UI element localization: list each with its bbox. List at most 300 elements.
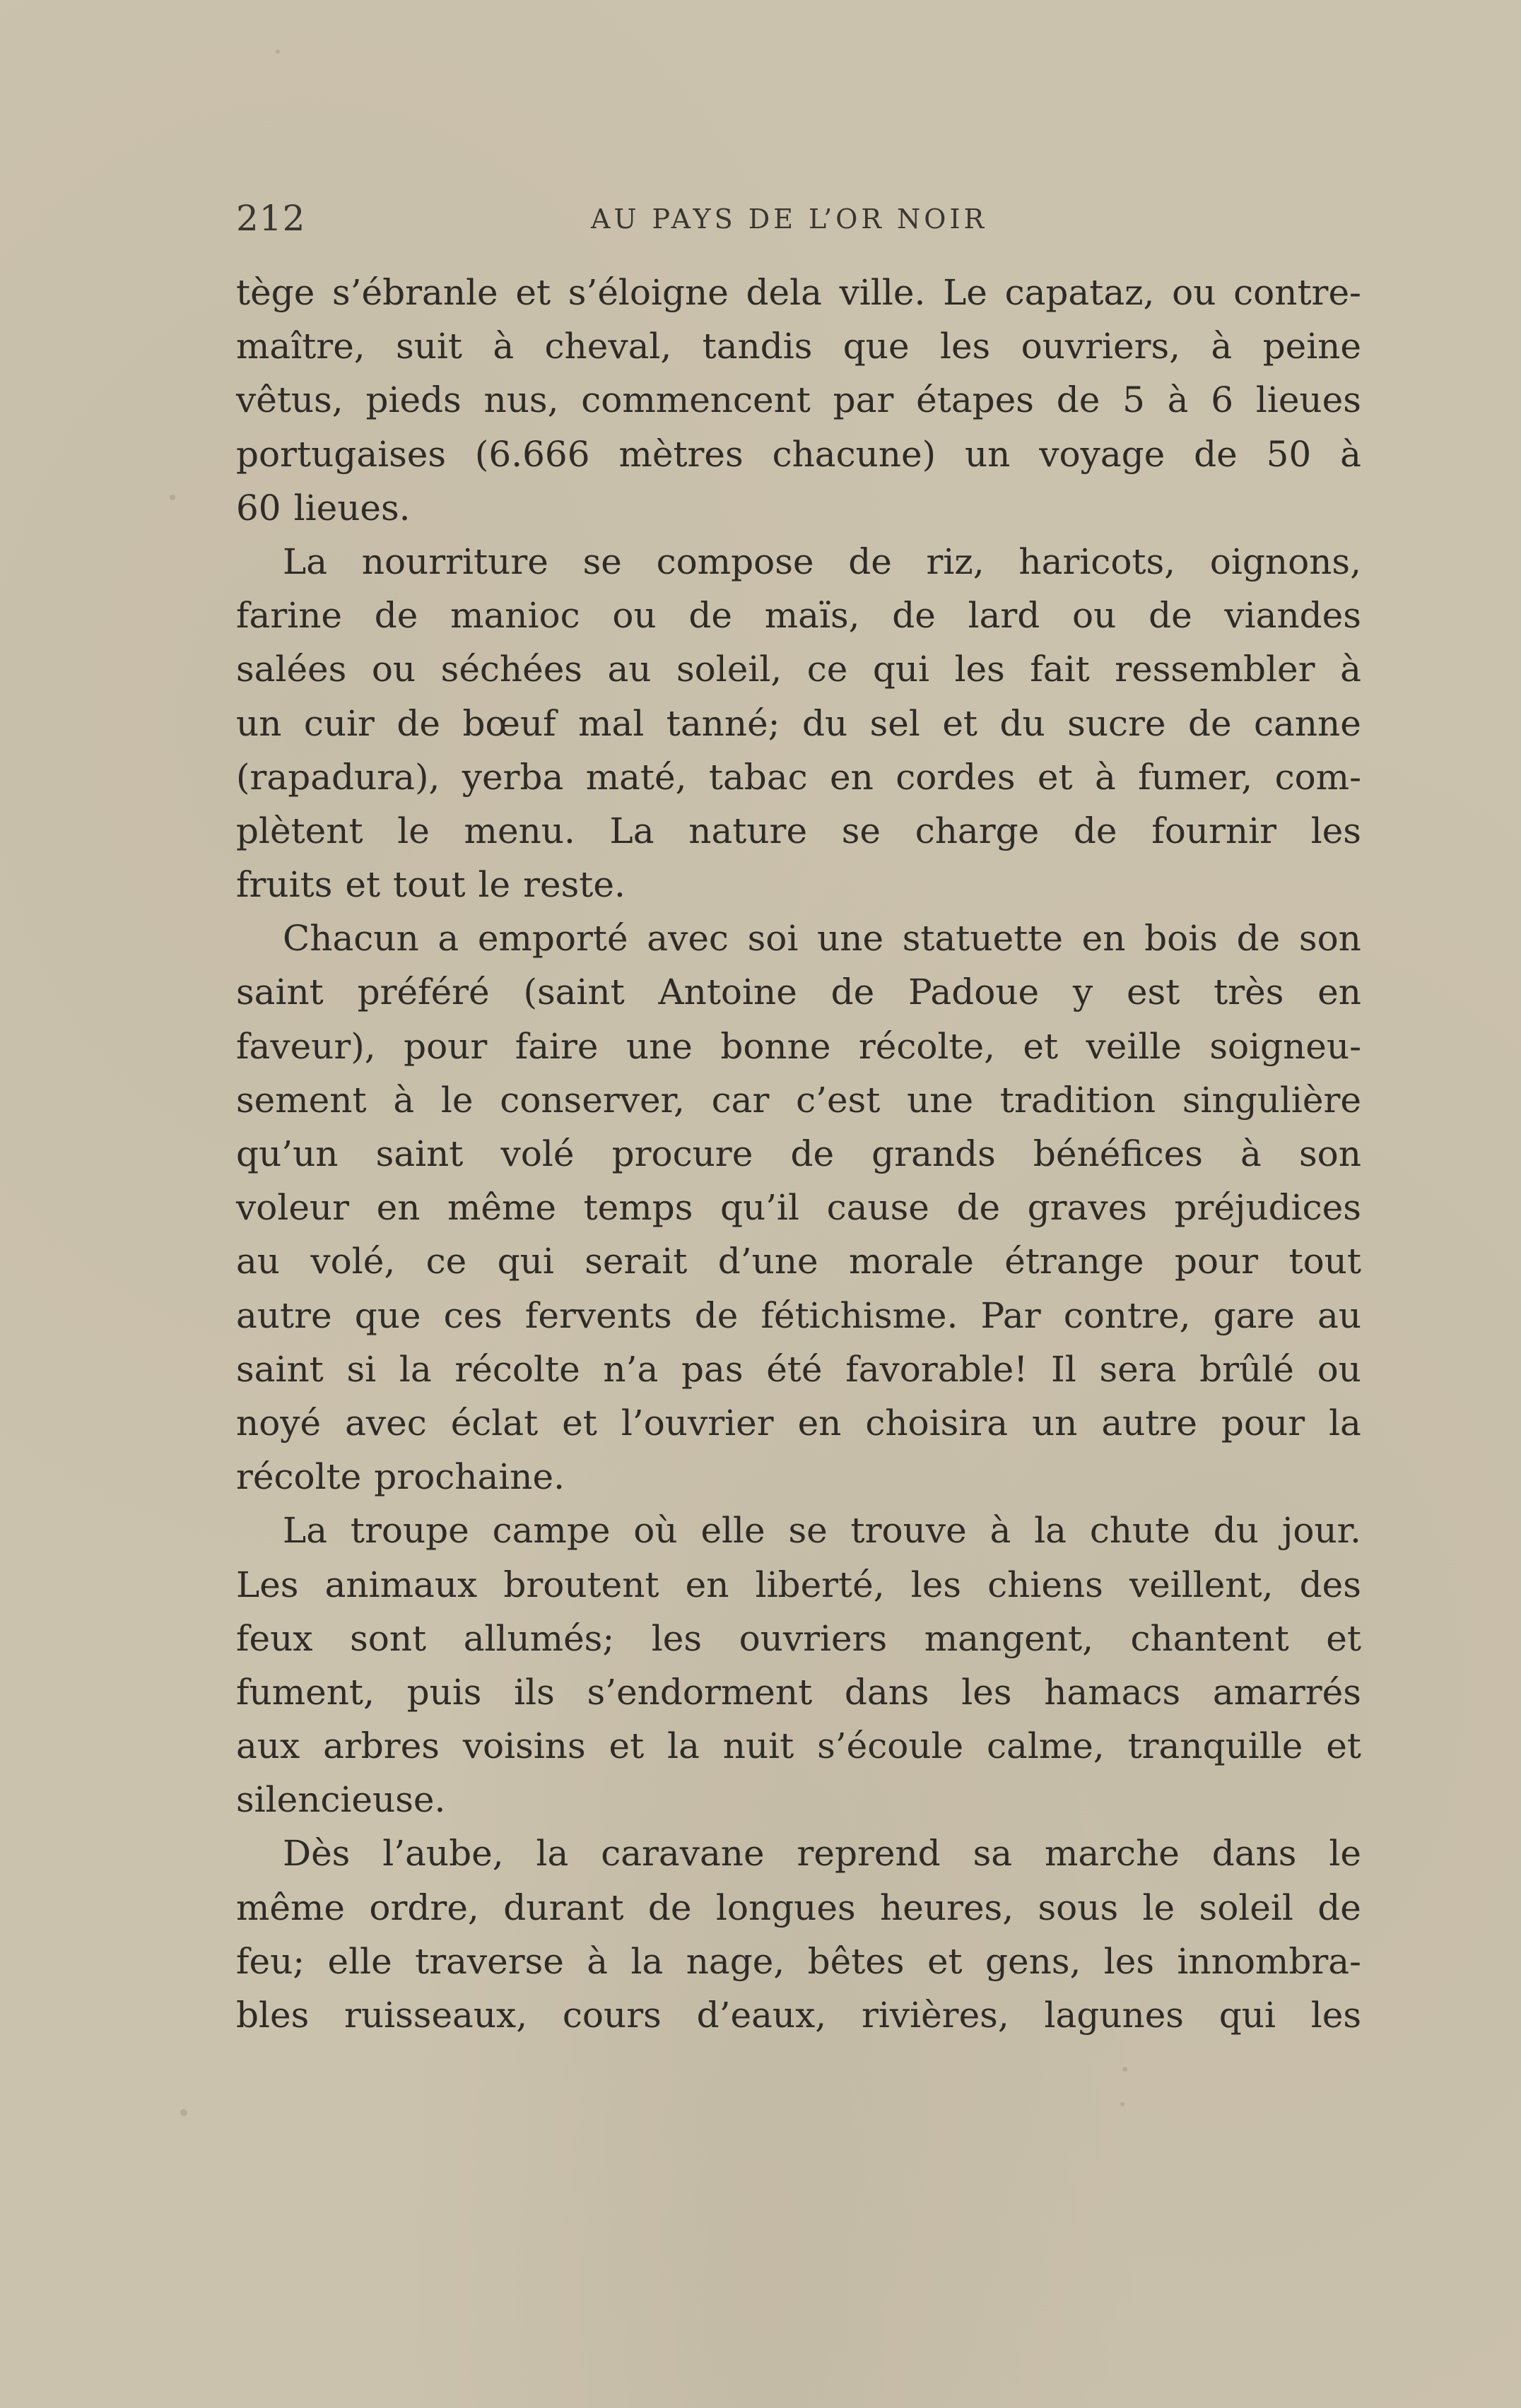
- word: fétichisme.: [760, 1294, 958, 1336]
- word: sont: [350, 1617, 427, 1659]
- word: oignons,: [1209, 541, 1361, 582]
- word: l’aube,: [382, 1833, 504, 1875]
- word: maté,: [585, 756, 687, 798]
- word: tège: [236, 272, 315, 313]
- word: voyage: [1039, 433, 1165, 475]
- word: elle: [700, 1510, 765, 1552]
- word: jour.: [1281, 1510, 1361, 1552]
- word: pour: [404, 1025, 488, 1067]
- word: nourriture: [361, 541, 548, 582]
- word: prochaine.: [374, 1456, 565, 1498]
- word: du: [801, 702, 848, 744]
- word: se: [788, 1510, 828, 1552]
- word: de: [397, 702, 441, 744]
- word: des: [1299, 1564, 1361, 1605]
- word: gare: [1213, 1294, 1295, 1336]
- word: emporté: [477, 918, 628, 960]
- text-line: [236, 911, 1361, 965]
- word: fait: [1030, 649, 1090, 690]
- word: nage,: [686, 1940, 785, 1982]
- word: éclat: [450, 1402, 539, 1444]
- word: peine: [1262, 326, 1361, 367]
- word: mangent,: [924, 1617, 1093, 1659]
- word: menu.: [464, 810, 575, 851]
- word: ouvriers: [739, 1617, 888, 1659]
- word: elle: [327, 1940, 392, 1982]
- word: à: [1240, 1133, 1262, 1174]
- word: un: [236, 702, 282, 744]
- word: plètent: [236, 810, 363, 851]
- word: gens,: [985, 1940, 1081, 1982]
- word: à: [1094, 756, 1116, 798]
- word: nus,: [483, 379, 559, 421]
- word: durant: [503, 1887, 624, 1928]
- paper-speck: [1120, 2102, 1124, 2106]
- word: veille: [1086, 1025, 1182, 1067]
- word: commencent: [581, 379, 811, 421]
- word: qui: [497, 1241, 554, 1282]
- word: qui: [1218, 1995, 1276, 2036]
- word: cause: [826, 1187, 929, 1229]
- word: ces: [443, 1294, 503, 1336]
- word: de: [694, 1294, 739, 1336]
- word: feux: [236, 1617, 313, 1659]
- word: le: [478, 864, 511, 906]
- word: bles: [236, 1995, 310, 2036]
- word: ou: [371, 649, 416, 690]
- word: traverse: [415, 1940, 564, 1982]
- word: compose: [656, 541, 814, 582]
- text-line: [236, 1450, 1361, 1504]
- word: brûlé: [1199, 1348, 1294, 1390]
- word: le: [1329, 1833, 1361, 1875]
- word: en: [1317, 972, 1361, 1013]
- word: la: [1329, 1402, 1361, 1444]
- word: pour: [1221, 1402, 1305, 1444]
- word: cheval,: [544, 326, 672, 367]
- word: vêtus,: [236, 379, 343, 421]
- word: sucre: [1067, 702, 1166, 744]
- paper-speck: [170, 495, 175, 500]
- word: récolte: [236, 1456, 362, 1498]
- word: et: [609, 1725, 645, 1767]
- word: le: [1142, 1887, 1175, 1928]
- word: chantent: [1130, 1617, 1289, 1659]
- word: cours: [562, 1995, 662, 2036]
- word: en: [830, 756, 874, 798]
- word: à: [587, 1940, 609, 1982]
- word: nature: [688, 810, 808, 851]
- word: en: [685, 1564, 729, 1605]
- word: qu’un: [236, 1133, 339, 1174]
- paper-speck: [180, 2109, 187, 2116]
- word: y: [1072, 972, 1093, 1013]
- word: les: [954, 649, 1005, 690]
- word: sel: [869, 702, 920, 744]
- word: grands: [871, 1133, 996, 1174]
- text-line: [236, 589, 1361, 642]
- word: et: [1326, 1725, 1361, 1767]
- word: ville.: [839, 272, 926, 313]
- word: sa: [973, 1833, 1013, 1875]
- word: de: [1073, 810, 1117, 851]
- word: préjudices: [1174, 1187, 1361, 1229]
- word: com-: [1274, 756, 1361, 798]
- word: puis: [406, 1671, 482, 1713]
- word: Par: [980, 1294, 1041, 1336]
- word: autre: [1101, 1402, 1197, 1444]
- word: amarrés: [1212, 1671, 1361, 1713]
- word: de: [848, 541, 892, 582]
- text-line: [236, 965, 1361, 1019]
- word: capataz,: [1004, 272, 1155, 313]
- word: séchées: [440, 649, 582, 690]
- word: lard: [968, 595, 1040, 637]
- running-head: [236, 198, 1360, 247]
- text-line: [236, 1396, 1361, 1450]
- word: temps: [583, 1187, 693, 1229]
- word: aux: [236, 1725, 300, 1767]
- word: récolte: [454, 1348, 580, 1390]
- text-line: [236, 697, 1361, 750]
- word: de: [790, 1133, 835, 1174]
- word: et: [1023, 1025, 1059, 1067]
- word: singulière: [1182, 1079, 1361, 1121]
- text-line: [236, 750, 1361, 804]
- text-line: [236, 319, 1361, 373]
- word: s’ébranle: [332, 272, 498, 313]
- word: La: [609, 810, 654, 851]
- word: au: [236, 1241, 281, 1282]
- word: bonne: [720, 1025, 831, 1067]
- word: qui: [872, 649, 930, 690]
- word: le: [397, 810, 430, 851]
- word: un: [964, 433, 1011, 475]
- word: soigneu-: [1209, 1025, 1361, 1067]
- word: ruisseaux,: [344, 1995, 528, 2036]
- word: que: [354, 1294, 421, 1336]
- word: veillent,: [1129, 1564, 1274, 1605]
- word: la: [536, 1833, 569, 1875]
- paper-speck: [276, 49, 280, 54]
- word: arbres: [323, 1725, 440, 1767]
- word: de: [688, 595, 732, 637]
- word: à: [1211, 326, 1233, 367]
- word: graves: [1027, 1187, 1147, 1229]
- word: 5: [1122, 379, 1145, 421]
- word: ce: [425, 1241, 467, 1282]
- word: se: [582, 541, 622, 582]
- word: Antoine: [658, 972, 797, 1013]
- word: Il: [1051, 1348, 1076, 1390]
- text-line: [236, 1988, 1361, 2042]
- word: s’écoule: [817, 1725, 964, 1767]
- word: de: [1149, 595, 1192, 637]
- word: pieds: [365, 379, 462, 421]
- word: et: [345, 864, 381, 906]
- word: tradition: [999, 1079, 1156, 1121]
- word: reste.: [523, 864, 626, 906]
- text-line: [236, 1073, 1361, 1127]
- word: maïs,: [764, 595, 860, 637]
- word: fument,: [236, 1671, 375, 1713]
- word: nuit: [722, 1725, 794, 1767]
- word: (saint: [523, 972, 625, 1013]
- word: dans: [844, 1671, 929, 1713]
- word: volé,: [310, 1241, 396, 1282]
- word: feu;: [236, 1940, 305, 1982]
- word: son: [1298, 1133, 1361, 1174]
- text-line: [236, 858, 1361, 911]
- word: serait: [585, 1241, 688, 1282]
- word: portugaises: [236, 433, 447, 475]
- word: fruits: [236, 864, 333, 906]
- word: et: [1037, 756, 1073, 798]
- word: statuette: [902, 918, 1063, 960]
- word: fervents: [524, 1294, 672, 1336]
- word: de: [892, 595, 936, 637]
- word: et: [1326, 1617, 1361, 1659]
- word: La: [283, 541, 328, 582]
- word: La: [283, 1510, 328, 1552]
- word: allumés;: [463, 1617, 615, 1659]
- word: ou: [1317, 1348, 1361, 1390]
- word: farine: [236, 595, 342, 637]
- word: s’éloigne: [568, 272, 729, 313]
- word: à: [1340, 433, 1361, 475]
- word: sous: [1038, 1887, 1119, 1928]
- word: tout: [1288, 1241, 1361, 1282]
- word: yerba: [462, 756, 564, 798]
- word: chiens: [987, 1564, 1103, 1605]
- text-line: [236, 373, 1361, 427]
- word: son: [1298, 918, 1361, 960]
- word: les: [1310, 1995, 1361, 2036]
- text-line: [236, 1612, 1361, 1665]
- word: soleil,: [676, 649, 782, 690]
- word: hamacs: [1044, 1671, 1181, 1713]
- word: broutent: [503, 1564, 659, 1605]
- word: tanné;: [666, 702, 780, 744]
- word: Chacun: [283, 918, 419, 960]
- word: mal: [578, 702, 645, 744]
- running-title: AU PAYS DE L’OR NOIR: [591, 203, 988, 235]
- word: Dès: [283, 1833, 351, 1875]
- word: 50: [1266, 433, 1312, 475]
- word: avec: [345, 1402, 427, 1444]
- text-line: [236, 1289, 1361, 1342]
- word: c’est: [796, 1079, 881, 1121]
- word: et: [515, 272, 551, 313]
- word: sera: [1099, 1348, 1177, 1390]
- word: à: [493, 326, 515, 367]
- word: de: [374, 595, 418, 637]
- word: faveur),: [236, 1025, 376, 1067]
- word: un: [1031, 1402, 1078, 1444]
- word: saint: [375, 1133, 464, 1174]
- word: marche: [1044, 1833, 1180, 1875]
- word: faire: [515, 1025, 599, 1067]
- word: car: [711, 1079, 770, 1121]
- word: et: [942, 702, 978, 744]
- word: avec: [647, 918, 729, 960]
- word: a: [437, 918, 459, 960]
- word: innombra-: [1177, 1940, 1361, 1982]
- word: haricots,: [1018, 541, 1176, 582]
- word: cuir: [303, 702, 375, 744]
- word: contre-: [1233, 272, 1361, 313]
- word: volé: [500, 1133, 575, 1174]
- text-line: [236, 804, 1361, 858]
- word: les: [651, 1617, 703, 1659]
- text-line: [236, 1181, 1361, 1234]
- word: saint: [236, 972, 324, 1013]
- word: une: [907, 1079, 974, 1121]
- word: où: [633, 1510, 678, 1552]
- word: chute: [1089, 1510, 1190, 1552]
- word: silencieuse.: [236, 1779, 446, 1821]
- word: viandes: [1224, 595, 1361, 637]
- word: voisins: [462, 1725, 586, 1767]
- word: les: [910, 1564, 962, 1605]
- word: lieues.: [293, 487, 411, 529]
- word: de: [956, 1187, 1001, 1229]
- word: contre,: [1063, 1294, 1191, 1336]
- word: fournir: [1151, 810, 1276, 851]
- word: la: [667, 1725, 700, 1767]
- word: liberté,: [755, 1564, 885, 1605]
- word: de: [1317, 1887, 1361, 1928]
- word: heures,: [880, 1887, 1014, 1928]
- word: les: [1310, 810, 1361, 851]
- word: longues: [715, 1887, 856, 1928]
- word: chacune): [772, 433, 936, 475]
- word: les: [1103, 1940, 1155, 1982]
- word: ou: [1072, 595, 1117, 637]
- word: étrange: [1004, 1241, 1144, 1282]
- word: préféré: [357, 972, 490, 1013]
- word: étapes: [916, 379, 1034, 421]
- word: la: [399, 1348, 432, 1390]
- paper-speck: [1122, 2067, 1127, 2072]
- word: favorable!: [845, 1348, 1028, 1390]
- word: à: [393, 1079, 415, 1121]
- word: rivières,: [861, 1995, 1009, 2036]
- word: pour: [1174, 1241, 1259, 1282]
- word: à: [1167, 379, 1189, 421]
- word: riz,: [926, 541, 985, 582]
- word: bœuf: [462, 702, 556, 744]
- word: choisira: [865, 1402, 1009, 1444]
- word: et: [927, 1940, 963, 1982]
- word: canne: [1254, 702, 1361, 744]
- text-line: [236, 1127, 1361, 1181]
- word: même: [447, 1187, 557, 1229]
- word: d’une: [717, 1241, 818, 1282]
- word: dans: [1211, 1833, 1297, 1875]
- word: tabac: [708, 756, 808, 798]
- word: si: [346, 1348, 377, 1390]
- word: charge: [915, 810, 1040, 851]
- word: ou: [612, 595, 657, 637]
- word: voleur: [236, 1187, 350, 1229]
- word: soi: [747, 918, 799, 960]
- word: morale: [849, 1241, 974, 1282]
- word: suit: [396, 326, 463, 367]
- word: conserver,: [500, 1079, 685, 1121]
- text-line: [236, 1342, 1361, 1396]
- word: ils: [514, 1671, 555, 1713]
- word: cordes: [895, 756, 1016, 798]
- text-line: [236, 481, 1361, 535]
- word: Padoue: [908, 972, 1040, 1013]
- text-line: [236, 535, 1361, 589]
- body-text: [236, 266, 1361, 2042]
- word: de: [830, 972, 875, 1013]
- word: les: [961, 1671, 1012, 1713]
- word: bénéfices: [1033, 1133, 1203, 1174]
- word: que: [842, 326, 910, 367]
- word: et: [562, 1402, 597, 1444]
- word: été: [766, 1348, 823, 1390]
- word: lagunes: [1044, 1995, 1184, 2036]
- text-line: [236, 427, 1361, 481]
- word: l’ouvrier: [621, 1402, 774, 1444]
- word: fumer,: [1138, 756, 1253, 798]
- word: du: [1213, 1510, 1259, 1552]
- word: tout: [393, 864, 466, 906]
- word: une: [817, 918, 884, 960]
- word: campe: [492, 1510, 611, 1552]
- word: en: [1081, 918, 1126, 960]
- word: de: [1056, 379, 1100, 421]
- word: tranquille: [1127, 1725, 1303, 1767]
- word: par: [833, 379, 894, 421]
- word: récolte,: [858, 1025, 995, 1067]
- word: la: [630, 1940, 664, 1982]
- word: de: [1236, 918, 1281, 960]
- word: dela: [746, 272, 822, 313]
- word: n’a: [603, 1348, 659, 1390]
- word: (rapadura),: [236, 756, 440, 798]
- word: au: [607, 649, 652, 690]
- text-line: [236, 1665, 1361, 1719]
- word: maître,: [236, 326, 365, 367]
- word: procure: [611, 1133, 753, 1174]
- word: mètres: [618, 433, 744, 475]
- text-line: [236, 1826, 1361, 1880]
- text-line: [236, 1935, 1361, 1988]
- word: de: [647, 1887, 692, 1928]
- word: autre: [236, 1294, 332, 1336]
- word: d’eaux,: [696, 1995, 827, 2036]
- word: les: [939, 326, 991, 367]
- word: est: [1126, 972, 1180, 1013]
- text-line: [236, 1719, 1361, 1773]
- word: caravane: [601, 1833, 765, 1875]
- word: ordre,: [369, 1887, 479, 1928]
- word: calme,: [987, 1725, 1105, 1767]
- text-line: [236, 1558, 1361, 1612]
- text-line: [236, 1234, 1361, 1288]
- text-line: [236, 642, 1361, 696]
- word: ce: [806, 649, 848, 690]
- word: à: [989, 1510, 1011, 1552]
- word: ouvriers,: [1021, 326, 1181, 367]
- word: troupe: [350, 1510, 469, 1552]
- word: de: [1194, 433, 1238, 475]
- word: reprend: [797, 1833, 941, 1875]
